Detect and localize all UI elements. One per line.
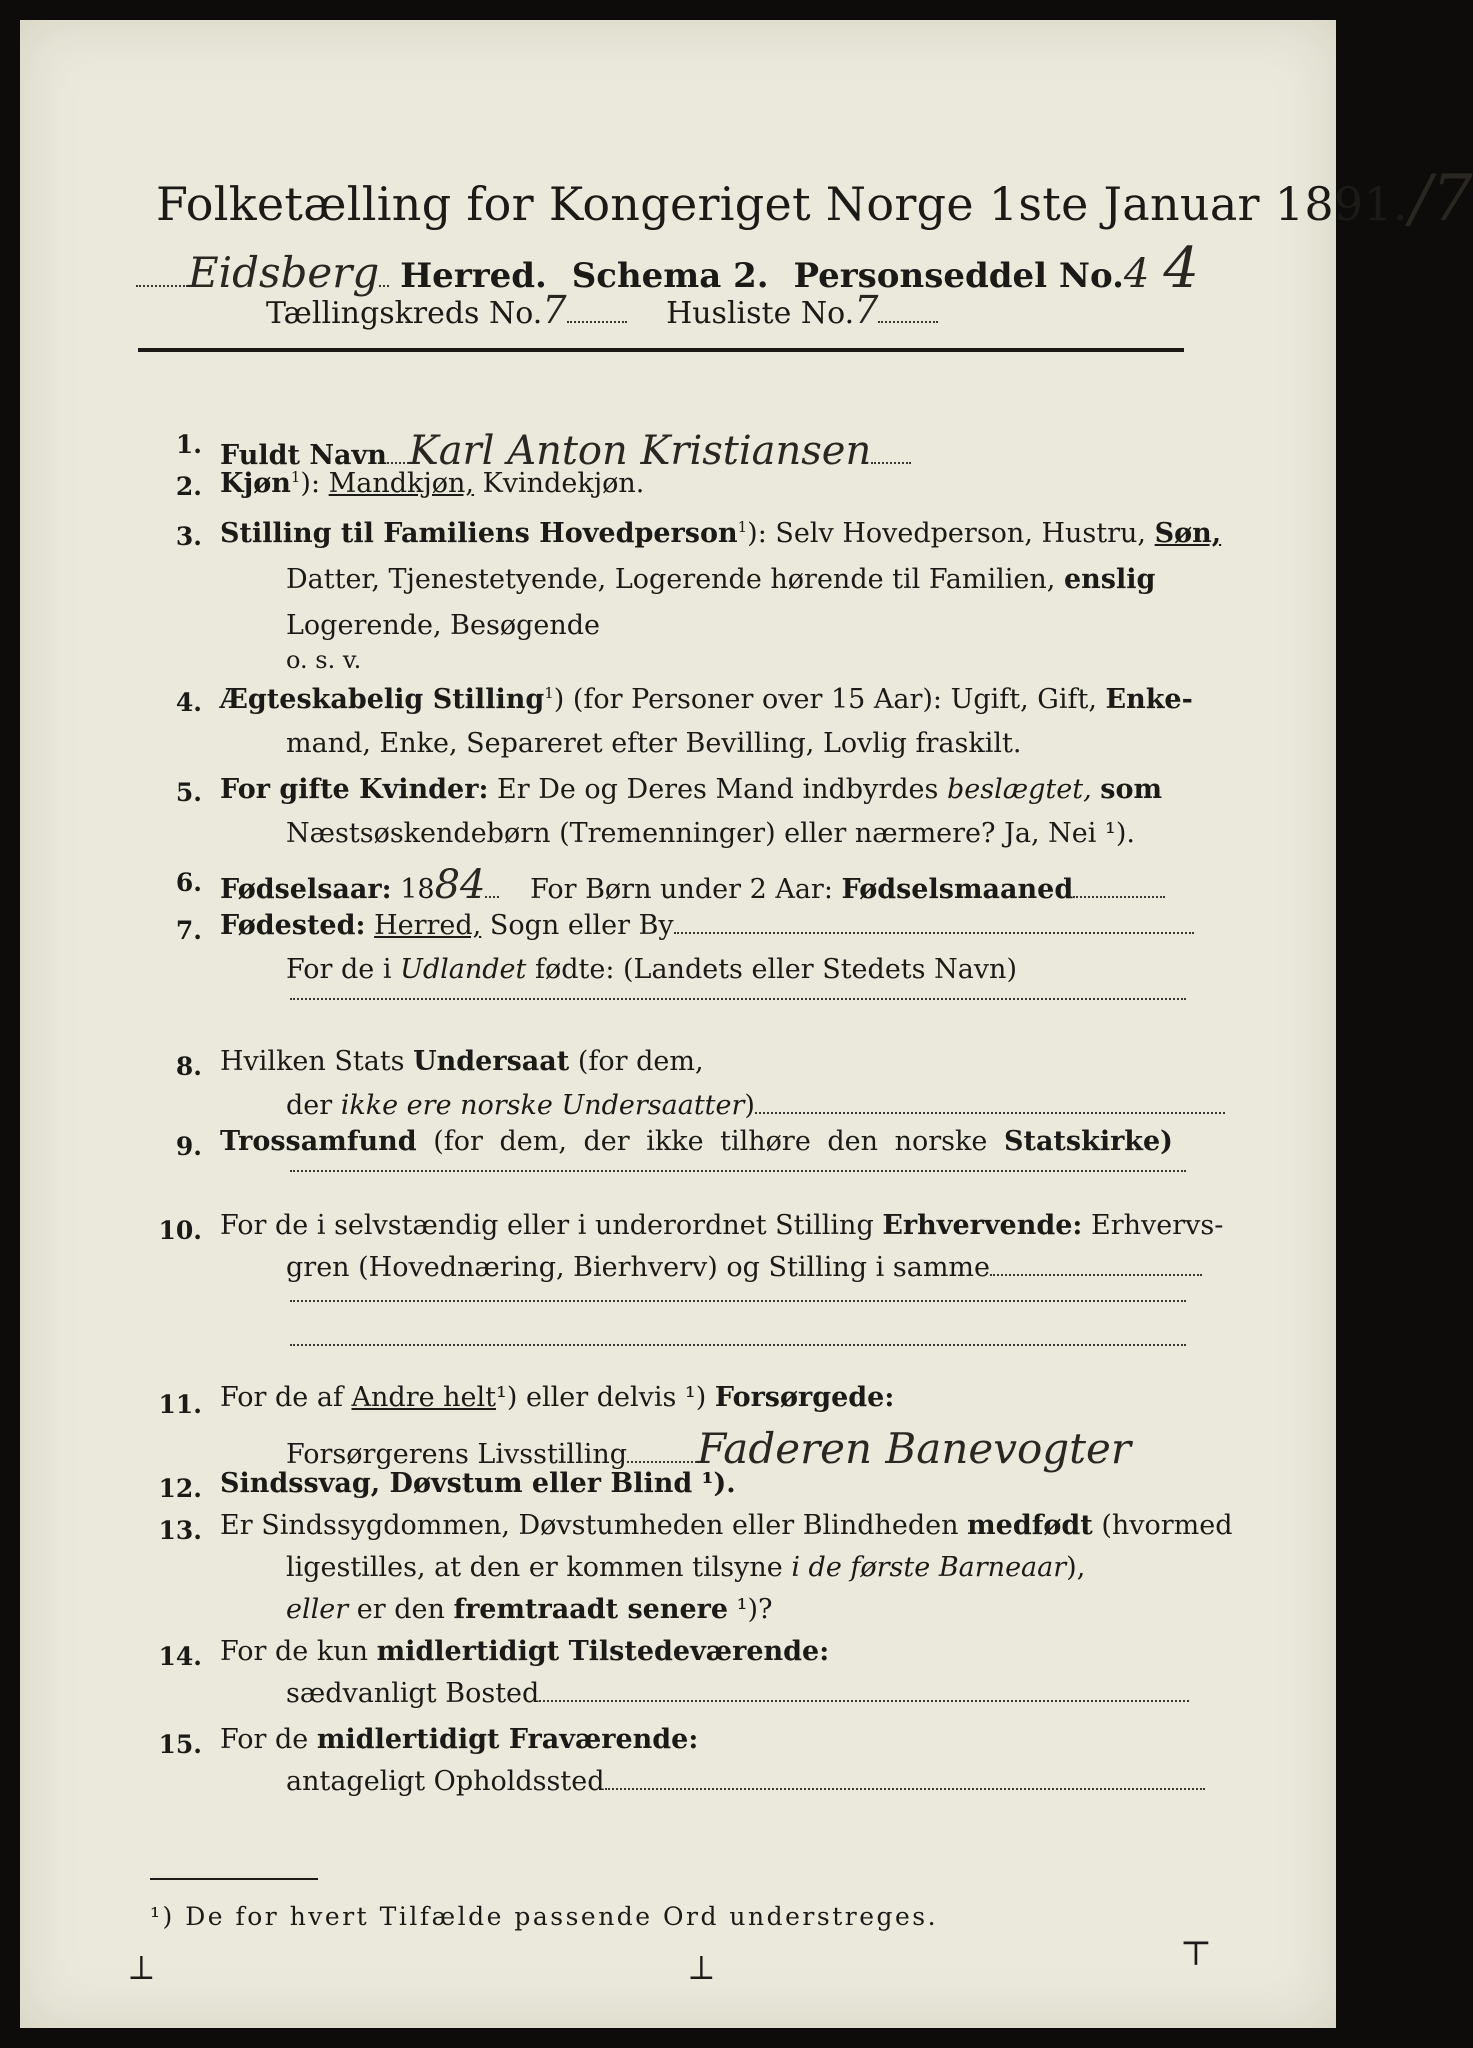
occupation-a: For de i selvstændig eller i underordnet Stilling bbox=[220, 1210, 874, 1241]
congenital-line2-b: ), bbox=[1066, 1552, 1086, 1583]
item-10-occupation bbox=[220, 1210, 1223, 1241]
supported-andre-underlined: Andre helt bbox=[351, 1382, 497, 1413]
congenital-line2-it: i de første Barneaar bbox=[791, 1552, 1067, 1583]
item-4-line-2: mand, Enke, Separeret efter Bevilling, Lovlig fraskilt. bbox=[286, 728, 1022, 759]
form-title bbox=[156, 162, 1473, 236]
item-7-blank-line bbox=[290, 980, 1186, 1004]
sex-label: Kjøn bbox=[220, 468, 291, 499]
family-position-label: Stilling til Familiens Hovedperson bbox=[220, 518, 738, 549]
personseddel-label: Personseddel No. bbox=[793, 256, 1124, 296]
item-15-temporarily-absent bbox=[220, 1724, 698, 1755]
item-number: 13. bbox=[158, 1516, 202, 1545]
item-3-line-4: o. s. v. bbox=[286, 646, 362, 674]
item-7-birthplace bbox=[220, 910, 1194, 941]
religion-label: Trossamfund bbox=[220, 1126, 417, 1157]
family-position-son-underlined: Søn, bbox=[1154, 518, 1222, 549]
congenital-b: (hvormed bbox=[1101, 1510, 1233, 1541]
full-name-label: Fuldt Navn bbox=[220, 440, 387, 471]
married-women-label: For gifte Kvinder: bbox=[220, 774, 489, 805]
birthplace-abroad-b: fødte: (Landets eller Stedets Navn) bbox=[534, 954, 1017, 985]
congenital-bold: medfødt bbox=[967, 1510, 1093, 1541]
family-position-enslig: enslig bbox=[1063, 564, 1156, 595]
occupation-line-2: gren (Hovednæring, Bierhverv) og Stilling i samme bbox=[286, 1252, 991, 1283]
birthplace-label: Fødested: bbox=[220, 910, 366, 941]
sex-option-female: Kvindekjøn. bbox=[482, 468, 645, 499]
item-number: 14. bbox=[158, 1642, 202, 1671]
item-number: 8. bbox=[175, 1052, 202, 1081]
citizenship-a: Hvilken Stats bbox=[220, 1046, 405, 1077]
item-3-line-2 bbox=[286, 564, 1155, 595]
item-14-line-2 bbox=[286, 1678, 1189, 1709]
item-6-birth-year bbox=[220, 862, 1165, 908]
item-3-line-3: Logerende, Besøgende bbox=[286, 610, 600, 641]
item-15-line-2 bbox=[286, 1766, 1205, 1797]
personseddel-number-handwritten-2: 4 bbox=[1163, 236, 1199, 301]
congenital-line3-a: er den bbox=[356, 1594, 445, 1625]
taellingskreds-label: Tællingskreds No. bbox=[266, 296, 543, 331]
religion-question: (for dem, der ikke tilhøre den norske bbox=[433, 1126, 988, 1157]
item-13-line-3 bbox=[286, 1594, 773, 1625]
birthplace-options: Sogn eller By bbox=[489, 910, 674, 941]
item-number: 2. bbox=[175, 472, 202, 501]
item-9-blank-line bbox=[290, 1152, 1186, 1176]
registration-mark-center: ⟂ bbox=[690, 1948, 713, 1988]
birthplace-herred-underlined: Herred, bbox=[374, 910, 482, 941]
item-8-citizenship bbox=[220, 1046, 704, 1077]
schema-label: Schema 2. bbox=[571, 256, 769, 296]
supported-bold: Forsørgede: bbox=[714, 1382, 895, 1413]
citizenship-b: (for dem, bbox=[577, 1046, 704, 1077]
item-3-family-position: Stilling til Familiens Hovedperson$^1$): Selv Hovedperson, Hustru, Søn, bbox=[220, 518, 1222, 549]
title-handwritten-mark: /7 bbox=[1409, 162, 1473, 236]
title-text: Folketælling for Kongeriget Norge 1ste Januar 1891. bbox=[156, 177, 1408, 231]
birth-year-label: Fødselsaar: bbox=[220, 874, 392, 905]
item-8-line-2: der ikke ere norske Undersaatter) bbox=[286, 1090, 1225, 1121]
congenital-line3-b: ¹)? bbox=[736, 1594, 773, 1625]
family-position-options-2: Datter, Tjenestetyende, Logerende hørende til Familien, bbox=[286, 564, 1056, 595]
birthplace-abroad-a: For de i bbox=[286, 954, 392, 985]
full-name-handwritten: Karl Anton Kristiansen bbox=[408, 428, 872, 474]
temp-present-bold: midlertidigt Tilstedeværende: bbox=[376, 1636, 830, 1667]
supporter-occupation-handwritten: Faderen Banevogter bbox=[697, 1424, 1131, 1473]
supported-a: For de af bbox=[220, 1382, 343, 1413]
citizenship-it: ikke ere norske Undersaatter bbox=[340, 1090, 745, 1121]
item-number: 6. bbox=[175, 868, 202, 897]
header-rule bbox=[138, 348, 1184, 352]
item-number: 3. bbox=[175, 522, 202, 551]
footnote: ¹) De for hvert Tilfælde passende Ord understreges. bbox=[150, 1902, 939, 1931]
item-13-congenital bbox=[220, 1510, 1233, 1541]
footnote-rule bbox=[150, 1878, 318, 1880]
item-10-blank-line-1 bbox=[290, 1282, 1186, 1306]
birthplace-abroad-it: Udlandet bbox=[400, 954, 527, 985]
item-2-sex: Kjøn$^1$): Mandkjøn, Kvindekjøn. bbox=[220, 468, 645, 499]
header-kreds-line bbox=[266, 288, 938, 332]
congenital-a: Er Sindssygdommen, Døvstumheden eller Blindheden bbox=[220, 1510, 959, 1541]
occupation-b: Erhvervs- bbox=[1091, 1210, 1224, 1241]
item-11-supported bbox=[220, 1382, 894, 1413]
registration-mark-left: ⟂ bbox=[130, 1948, 153, 1988]
item-11-line-2 bbox=[286, 1424, 1131, 1473]
municipality-handwritten: Eidsberg bbox=[188, 248, 380, 297]
footnote-marker: 1 bbox=[290, 468, 301, 486]
temp-present-a: For de kun bbox=[220, 1636, 368, 1667]
sex-option-male-underlined: Mandkjøn, bbox=[328, 468, 475, 499]
item-10-line-2 bbox=[286, 1252, 1202, 1283]
husliste-number-handwritten: 7 bbox=[854, 288, 879, 332]
congenital-line3-it: eller bbox=[286, 1594, 349, 1625]
item-number: 12. bbox=[158, 1474, 202, 1503]
item-number: 5. bbox=[175, 778, 202, 807]
probable-residence-label: antageligt Opholdssted bbox=[286, 1766, 605, 1797]
item-number: 9. bbox=[175, 1132, 202, 1161]
birth-year-handwritten: 84 bbox=[434, 862, 486, 908]
personseddel-number-handwritten: 4 bbox=[1123, 251, 1150, 297]
herred-label: Herred. bbox=[400, 256, 547, 296]
item-10-blank-line-2 bbox=[290, 1326, 1186, 1350]
item-5-married-women bbox=[220, 774, 1162, 805]
supporter-occupation-label: Forsørgerens Livsstilling bbox=[286, 1439, 628, 1470]
item-number: 7. bbox=[175, 916, 202, 945]
birth-month-label: Fødselsmaaned bbox=[841, 874, 1074, 905]
item-number: 10. bbox=[158, 1216, 202, 1245]
congenital-line3-bold: fremtraadt senere bbox=[453, 1594, 729, 1625]
item-number: 15. bbox=[158, 1730, 202, 1759]
item-12-disability: Sindssvag, Døvstum eller Blind ¹). bbox=[220, 1468, 736, 1499]
temp-absent-bold: midlertidigt Fraværende: bbox=[316, 1724, 699, 1755]
family-position-options: ): Selv Hovedperson, Hustru, bbox=[747, 518, 1147, 549]
birth-month-question: For Børn under 2 Aar: bbox=[530, 874, 833, 905]
temp-absent-a: For de bbox=[220, 1724, 309, 1755]
usual-residence-label: sædvanligt Bosted bbox=[286, 1678, 540, 1709]
citizenship-der: der bbox=[286, 1090, 333, 1121]
item-number: 11. bbox=[158, 1390, 202, 1419]
husliste-label: Husliste No. bbox=[666, 296, 855, 331]
item-number: 1. bbox=[175, 430, 202, 459]
married-women-related: beslægtet, bbox=[946, 774, 1092, 805]
item-number: 4. bbox=[175, 688, 202, 717]
birth-year-prefix: 18 bbox=[400, 874, 435, 905]
marital-status-label: Ægteskabelig Stilling bbox=[220, 684, 545, 715]
taellingskreds-number-handwritten: 7 bbox=[542, 288, 567, 332]
married-women-question: Er De og Deres Mand indbyrdes bbox=[497, 774, 939, 805]
religion-statskirke: Statskirke) bbox=[1003, 1126, 1173, 1157]
occupation-bold: Erhvervende: bbox=[882, 1210, 1083, 1241]
item-14-temporarily-present bbox=[220, 1636, 829, 1667]
citizenship-bold: Undersaat bbox=[413, 1046, 570, 1077]
item-5-line-2: Næstsøskendebørn (Tremenninger) eller nærmere? Ja, Nei ¹). bbox=[286, 818, 1135, 849]
item-13-line-2 bbox=[286, 1552, 1085, 1583]
registration-mark-right: ⊤ bbox=[1180, 1934, 1212, 1974]
marital-status-options: ) (for Personer over 15 Aar): Ugift, Gift, bbox=[553, 684, 1097, 715]
congenital-line2-a: ligestilles, at den er kommen tilsyne bbox=[286, 1552, 783, 1583]
census-form-page bbox=[20, 20, 1473, 2028]
supported-b: ¹) eller delvis ¹) bbox=[496, 1382, 707, 1413]
item-4-marital-status: Ægteskabelig Stilling$^1$) (for Personer over 15 Aar): Ugift, Gift, Enke- bbox=[220, 684, 1193, 715]
marital-status-enke: Enke- bbox=[1105, 684, 1193, 715]
married-women-som: som bbox=[1100, 774, 1163, 805]
